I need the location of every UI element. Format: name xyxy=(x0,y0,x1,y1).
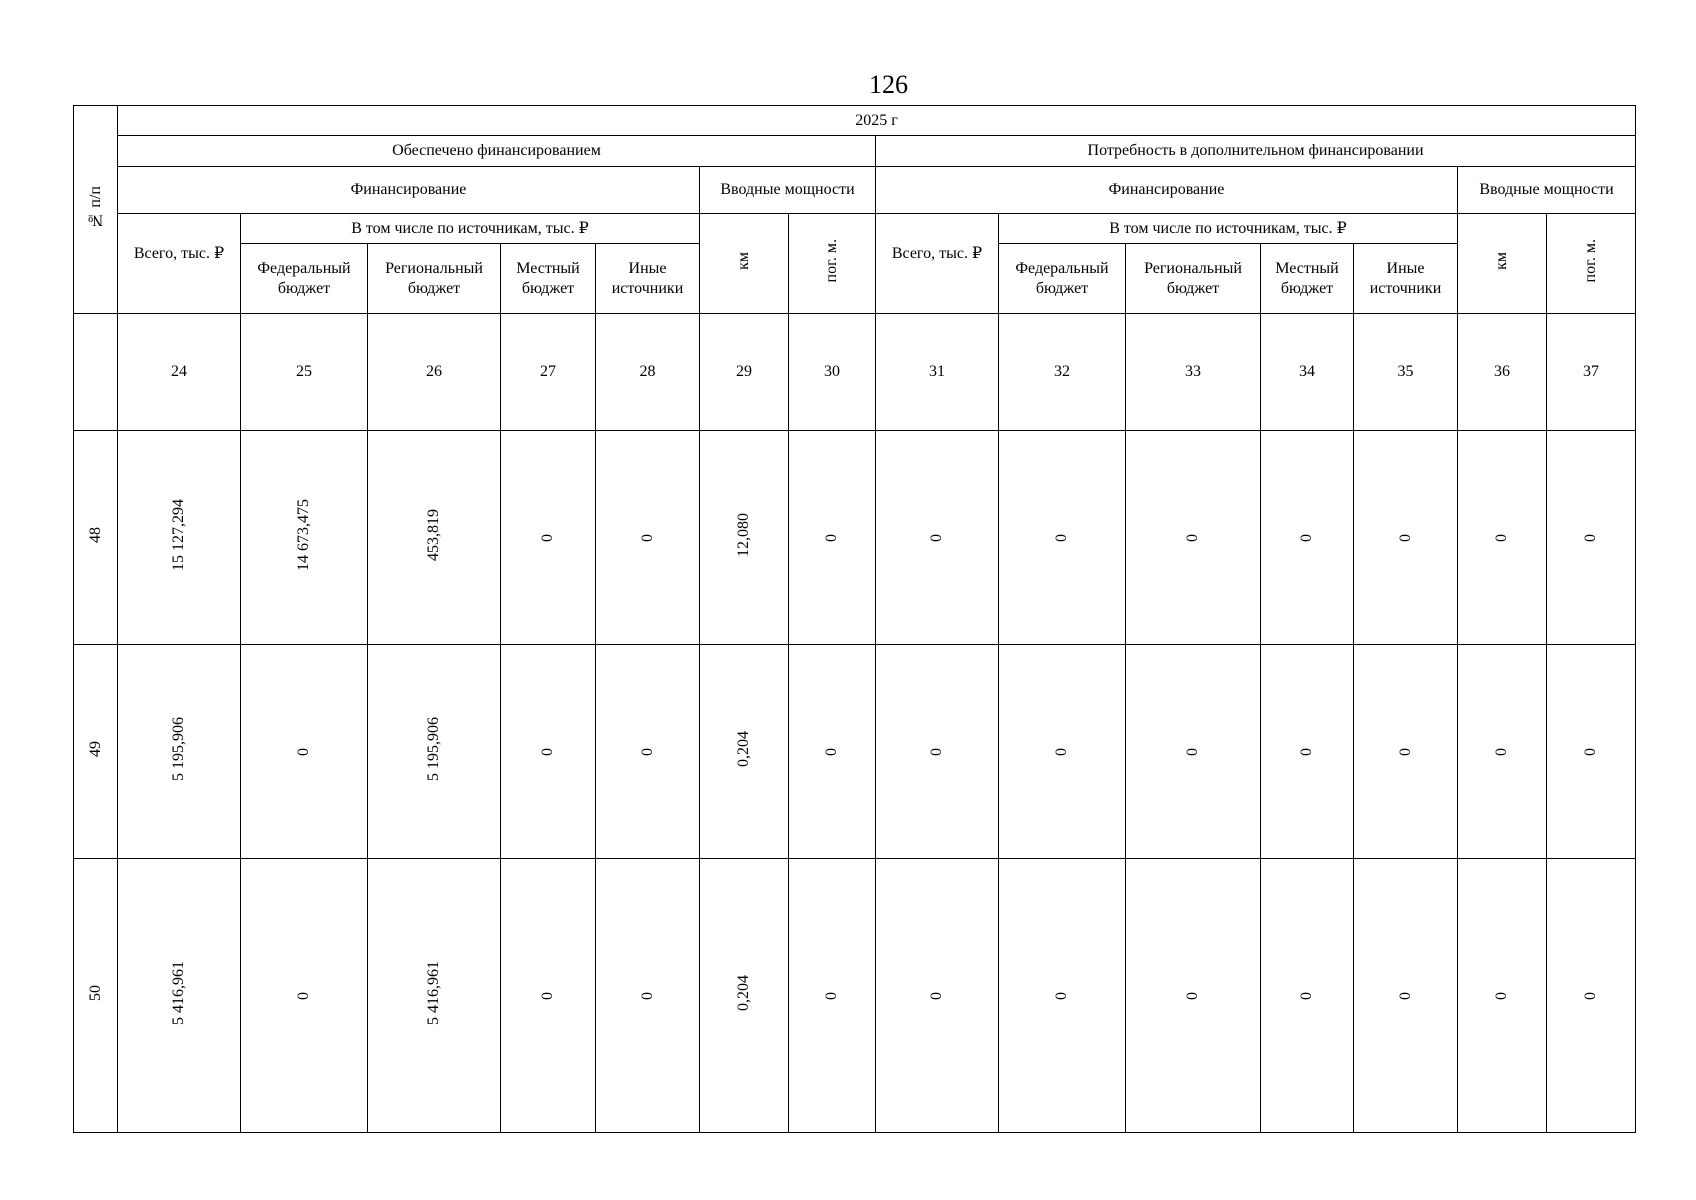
table-cell xyxy=(999,431,1126,645)
cell-text: 12,080 xyxy=(735,512,753,557)
cell-text: 5 416,961 xyxy=(170,960,188,1025)
table-cell xyxy=(700,859,789,1133)
table-cell xyxy=(1547,645,1636,859)
column-number: 37 xyxy=(1547,314,1636,431)
year-header: 2025 г xyxy=(118,106,1636,136)
table-cell xyxy=(1126,645,1261,859)
cell-text: 0 xyxy=(1493,991,1511,1000)
row-number-text: 50 xyxy=(86,984,104,1001)
cell-text: 0 xyxy=(295,991,313,1000)
pog-m-label: пог. м. xyxy=(1582,239,1600,283)
local-header-secured: Местный бюджет xyxy=(501,244,596,314)
column-number: 34 xyxy=(1261,314,1354,431)
table-cell xyxy=(596,859,700,1133)
column-number: 29 xyxy=(700,314,789,431)
secured-header: Обеспечено финансированием xyxy=(118,136,876,167)
regional-header-additional: Региональный бюджет xyxy=(1126,244,1261,314)
column-number: 30 xyxy=(789,314,876,431)
financing-table xyxy=(73,105,1636,1133)
cell-text: 5 416,961 xyxy=(425,960,443,1025)
row-number-text: 49 xyxy=(86,740,104,757)
page-number: 126 xyxy=(869,70,908,99)
row-number-label: № п/п xyxy=(86,185,104,229)
table-cell xyxy=(700,431,789,645)
row-number xyxy=(74,859,118,1133)
cell-text: 0 xyxy=(1396,533,1414,542)
table-cell xyxy=(1261,645,1354,859)
column-number: 33 xyxy=(1126,314,1261,431)
table-cell xyxy=(118,645,241,859)
table-cell xyxy=(876,645,999,859)
cell-text: 0 xyxy=(823,991,841,1000)
table-cell xyxy=(501,859,596,1133)
column-number: 31 xyxy=(876,314,999,431)
table-cell xyxy=(1354,859,1458,1133)
table-cell xyxy=(1547,859,1636,1133)
total-header-secured: Всего, тыс. ₽ xyxy=(118,214,241,314)
table-cell xyxy=(1458,645,1547,859)
row-number-text: 48 xyxy=(86,526,104,543)
row-number xyxy=(74,645,118,859)
column-number: 25 xyxy=(241,314,368,431)
km-label: км xyxy=(1493,251,1511,270)
table-cell xyxy=(1261,431,1354,645)
table-cell xyxy=(1458,859,1547,1133)
cell-text: 0 xyxy=(539,747,557,756)
cell-text: 5 195,906 xyxy=(170,716,188,781)
km-label: км xyxy=(735,251,753,270)
table-cell xyxy=(876,431,999,645)
table-cell xyxy=(789,431,876,645)
cell-text: 0 xyxy=(1582,991,1600,1000)
pog-m-header-secured xyxy=(789,214,876,314)
cell-text: 0 xyxy=(1396,991,1414,1000)
cell-text: 15 127,294 xyxy=(170,498,188,571)
cell-text: 0 xyxy=(1582,747,1600,756)
cell-text: 0 xyxy=(1493,533,1511,542)
table-cell xyxy=(368,645,501,859)
cell-text: 0 xyxy=(1493,747,1511,756)
cell-text: 0 xyxy=(1184,747,1202,756)
regional-header-secured: Региональный бюджет xyxy=(368,244,501,314)
cell-text: 0 xyxy=(295,747,313,756)
cell-text: 0 xyxy=(1582,533,1600,542)
table-cell xyxy=(1126,859,1261,1133)
column-number: 35 xyxy=(1354,314,1458,431)
table-cell xyxy=(1354,431,1458,645)
table-cell xyxy=(501,431,596,645)
cell-text: 0 xyxy=(1298,747,1316,756)
federal-header-secured: Федеральный бюджет xyxy=(241,244,368,314)
cell-text: 0 xyxy=(1184,533,1202,542)
federal-header-additional: Федеральный бюджет xyxy=(999,244,1126,314)
column-number: 24 xyxy=(118,314,241,431)
table-cell xyxy=(241,431,368,645)
cell-text: 0,204 xyxy=(735,974,753,1011)
km-header-additional xyxy=(1458,214,1547,314)
cell-text: 0 xyxy=(638,747,656,756)
row-number xyxy=(74,431,118,645)
cell-text: 453,819 xyxy=(425,508,443,561)
other-header-secured: Иные источники xyxy=(596,244,700,314)
table-cell xyxy=(1354,645,1458,859)
cell-text: 0 xyxy=(823,747,841,756)
by-sources-header-secured: В том числе по источникам, тыс. ₽ xyxy=(241,214,700,244)
table-row xyxy=(74,645,1636,859)
column-number: 32 xyxy=(999,314,1126,431)
cell-text: 0 xyxy=(1298,991,1316,1000)
table-cell xyxy=(118,431,241,645)
table-cell xyxy=(1126,431,1261,645)
column-number xyxy=(74,314,118,431)
table-cell xyxy=(1547,431,1636,645)
column-number: 26 xyxy=(368,314,501,431)
table-cell xyxy=(596,645,700,859)
cell-text: 0 xyxy=(928,533,946,542)
table-cell xyxy=(789,859,876,1133)
cell-text: 0 xyxy=(1396,747,1414,756)
capacity-header-secured: Вводные мощности xyxy=(700,167,876,214)
cell-text: 0 xyxy=(1053,533,1071,542)
pog-m-header-additional xyxy=(1547,214,1636,314)
by-sources-header-additional: В том числе по источникам, тыс. ₽ xyxy=(999,214,1458,244)
cell-text: 0,204 xyxy=(735,730,753,767)
cell-text: 5 195,906 xyxy=(425,716,443,781)
table-cell xyxy=(876,859,999,1133)
cell-text: 0 xyxy=(539,533,557,542)
table-cell xyxy=(1458,431,1547,645)
additional-header: Потребность в дополнительном финансировании xyxy=(876,136,1636,167)
cell-text: 14 673,475 xyxy=(295,498,313,571)
table-cell xyxy=(596,431,700,645)
km-header-secured xyxy=(700,214,789,314)
table-cell xyxy=(501,645,596,859)
table-cell xyxy=(999,859,1126,1133)
financing-header-additional: Финансирование xyxy=(876,167,1458,214)
other-header-additional: Иные источники xyxy=(1354,244,1458,314)
cell-text: 0 xyxy=(638,991,656,1000)
column-number: 28 xyxy=(596,314,700,431)
cell-text: 0 xyxy=(928,747,946,756)
table-cell xyxy=(241,859,368,1133)
table-cell xyxy=(1261,859,1354,1133)
table-cell xyxy=(368,859,501,1133)
table-cell xyxy=(999,645,1126,859)
cell-text: 0 xyxy=(1053,747,1071,756)
financing-header-secured: Финансирование xyxy=(118,167,700,214)
table-cell xyxy=(241,645,368,859)
cell-text: 0 xyxy=(1298,533,1316,542)
table-cell xyxy=(368,431,501,645)
cell-text: 0 xyxy=(823,533,841,542)
cell-text: 0 xyxy=(539,991,557,1000)
column-number: 27 xyxy=(501,314,596,431)
row-number-header xyxy=(74,106,118,314)
table-cell xyxy=(118,859,241,1133)
column-numbers-row xyxy=(74,314,1636,431)
cell-text: 0 xyxy=(638,533,656,542)
capacity-header-additional: Вводные мощности xyxy=(1458,167,1636,214)
table-row xyxy=(74,859,1636,1133)
cell-text: 0 xyxy=(1184,991,1202,1000)
table-cell xyxy=(789,645,876,859)
cell-text: 0 xyxy=(1053,991,1071,1000)
cell-text: 0 xyxy=(928,991,946,1000)
pog-m-label: пог. м. xyxy=(823,239,841,283)
table-cell xyxy=(700,645,789,859)
local-header-additional: Местный бюджет xyxy=(1261,244,1354,314)
total-header-additional: Всего, тыс. ₽ xyxy=(876,214,999,314)
table-row xyxy=(74,431,1636,645)
column-number: 36 xyxy=(1458,314,1547,431)
